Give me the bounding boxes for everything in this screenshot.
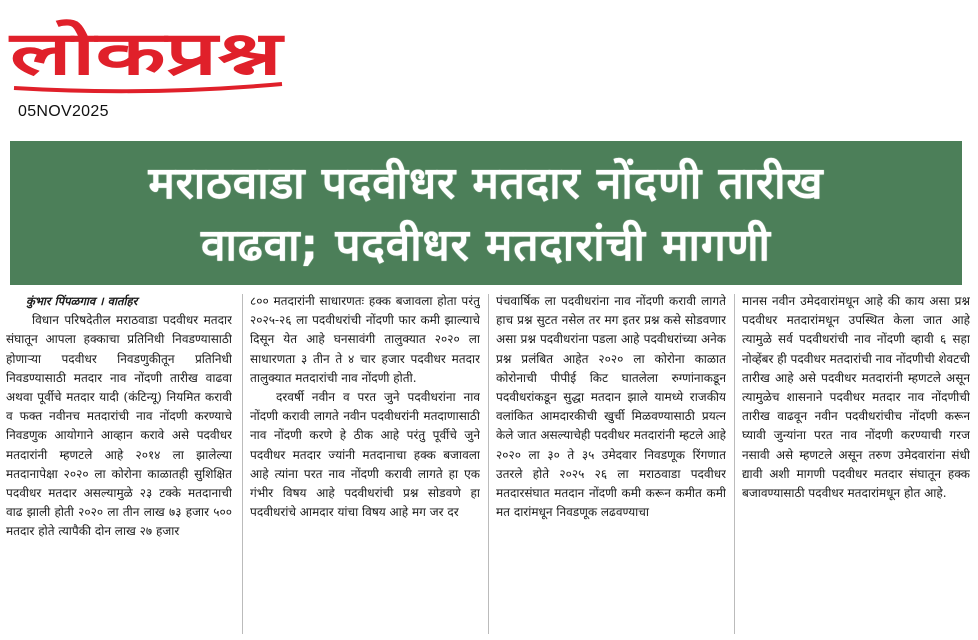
article-body xyxy=(6,292,972,638)
column-divider xyxy=(242,294,243,634)
logo-wordmark: लोकप्रश्न xyxy=(8,19,286,89)
logo-mark xyxy=(8,4,288,100)
headline-line-2: वाढवा; पदवीधर मतदारांची मागणी xyxy=(201,220,771,271)
article-paragraph: विधान परिषदेतील मराठवाडा पदवीधर मतदार संघातून आपला हक्काचा प्रतिनिधी निवडण्यासाठी होणाऱ्या पदवीधर निवडणुकीतून प्रतिनिधी निवडण्यासाठी मतदार नाव नोंदणी तारीख वाढवा अथवा पूर्वीचे मतदार यादी (कंटिन्यू) नियमित करावी व फक्त नवीनच मतदारांची नाव नोंदणी करण्याचे निवडणुक आयोगाने आव्हान करावे असे पदवीधर मतदारांनी म्हणटले आहे २०१४ ला झालेल्या मतदानापेक्षा २०२० ला कोरोना काळातही सुशिक्षित पदवीधर मतदार असल्यामुळे २३ टक्के मतदानाची वाढ झाली होती २०२० ला तीन लाख ७३ हजार ५०० मतदार होते त्यापैकी दोन लाख २७ हजार xyxy=(6,313,232,539)
headline-line-1: मराठवाडा पदवीधर मतदार नोंदणी तारीख xyxy=(148,158,824,209)
newspaper-logo xyxy=(8,4,288,100)
article-column-1 xyxy=(6,292,232,638)
article-column-2 xyxy=(250,292,480,638)
article-paragraph: ८०० मतदारांनी साधारणतः हक्क बजावला होता परंतु २०२५-२६ ला पदवीधरांची नोंदणी फार कमी झाल्याचे दिसून येत आहे घनसावंगी तालुक्यात २०२० ला साधारणता ३ तीन ते ४ चार हजार पदवीधर मतदार तालुक्यात मतदारांची नाव नोंदणी होती. xyxy=(250,294,480,385)
article-paragraph: दरवर्षी नवीन व परत जुने पदवीधरांना नाव नोंदणी करावी लागते नवीन पदवीधरांनी मतदाणासाठी नाव नोंदणी करणे हे ठीक आहे परंतु पूर्वीचे जुने पदवीधर मतदार ज्यांनी मतदानाचा हक्क बजावला आहे त्यांना परत नाव नोंदणी करावी लागते हा एक गंभीर विषय आहे पदवीधरांची प्रश्न सोडवणे हा पदवीधरांचे आमदार यांचा विषय आहे मग जर दर xyxy=(250,390,480,520)
issue-date: 05NOV2025 xyxy=(18,103,109,120)
article-paragraph: पंचवार्षिक ला पदवीधरांना नाव नोंदणी करावी लागते हाच प्रश्न सुटत नसेल तर मग इतर प्रश्न कसे सोडवणार असा प्रश्न पदवीधरांना पडला आहे पदवीधरांच्या अनेक प्रश्न प्रलंबित आहेत २०२० ला कोरोना काळात कोरोनाची पीपीई किट घातलेला रुग्णांनाकडून पदवीधरांकडून सुद्धा मतदान झाले यामध्ये राजकीय वलांकित आमदारकीची खुर्ची मिळवण्यासाठी प्रयत्न केले जात असल्याचेही पदवीधर मतदारांनी म्हटले आहे २०२० ला ३० ते ३५ उमेदवार निवडणूक रिंगणात उतरले होते २०२५ २६ ला मराठवाडा पदवीधर मतदारसंघात मतदान नोंदणी कमी करून कमीत कमी मत दारांमधून निवडणूक लढवण्याचा xyxy=(496,294,726,520)
article-column-3 xyxy=(496,292,726,638)
article-column-4 xyxy=(742,292,970,638)
headline-banner xyxy=(10,141,962,285)
column-divider xyxy=(734,294,735,634)
column-divider xyxy=(488,294,489,634)
article-paragraph: मानस नवीन उमेदवारांमधून आहे की काय असा प्रश्न पदवीधर मतदारांमधून उपस्थित केला जात आहे त्यामुळे सर्व पदवीधरांची नाव नोंदणी व्हावी ६ सहा नोव्हेंबर ही पदवीधर मतदारांची नाव नोंदणीची शेवटची तारीख आहे असे पदवीधर मतदारांनी म्हणटले असून त्यामुळेच शासनाने पदवीधर मतदार नाव नोंदणीची तारीख वाढवून नवीन पदवीधरांचीच नोंदणी करून घ्यावी जुन्यांना परत नाव नोंदणी करण्याची गरज नसावी असे म्हणटले असून तरुण उमेदवारांना संधी द्यावी अशी मागणी पदवीधर मतदार संघातून हक्क बजावण्यासाठी पदवीधर मतदारांमधून होत आहे. xyxy=(742,294,970,501)
article-byline: कुंभार पिंपळगाव । वार्ताहर xyxy=(26,294,138,308)
